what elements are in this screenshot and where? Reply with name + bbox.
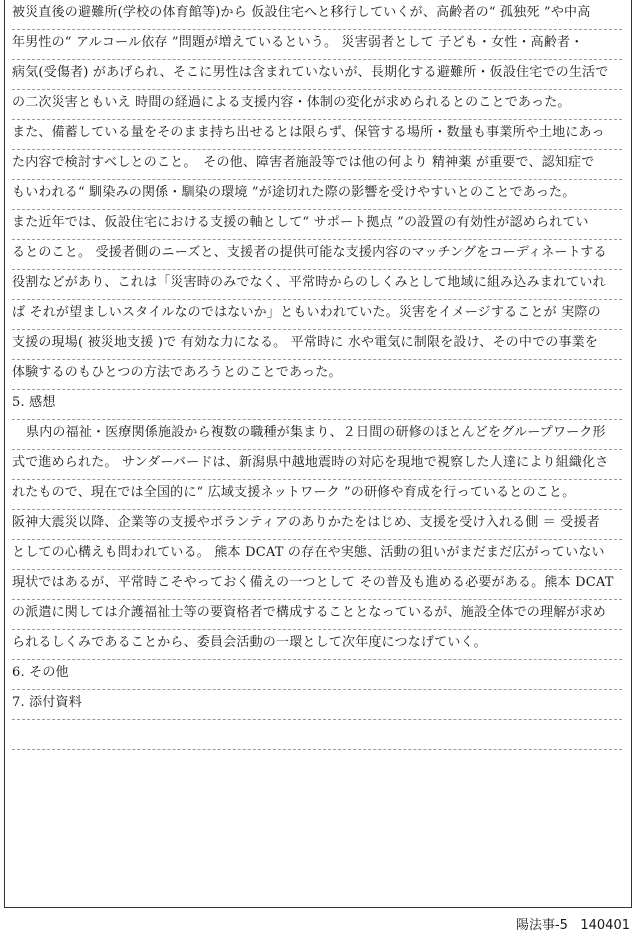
body-line: の二次災害ともいえ 時間の経過による支援内容・体制の変化が求められるとのことであった。	[12, 90, 622, 120]
section-heading-other: 6. その他	[12, 660, 622, 690]
section-heading-impressions: 5. 感想	[12, 390, 622, 420]
body-line: 阪神大震災以降、企業等の支援やボランティアのありかたをはじめ、支援を受け入れる側 ＝ 受援者	[12, 510, 622, 540]
document-id: 陽法事-5	[515, 918, 568, 933]
body-line: 年男性の“ アルコール依存 ”問題が増えているという。 災害弱者として 子ども・女性・高齢者・	[12, 30, 622, 60]
date-code: 140401	[580, 918, 630, 933]
body-line: もいわれる“ 馴染みの関係・馴染の環境 ”が途切れた際の影響を受けやすいとのことであった。	[12, 180, 622, 210]
body-line: 式で進められた。 サンダーバードは、新潟県中越地震時の対応を現地で視察した人達により組織化さ	[12, 450, 622, 480]
body-line: 被災直後の避難所(学校の体育館等)から 仮設住宅へと移行していくが、高齢者の“ 孤独死 ”や中高	[12, 0, 622, 30]
body-line: の派遣に関しては介護福祉士等の要資格者で構成することとなっているが、施設全体での理解が求め	[12, 600, 622, 630]
body-line: 病気(受傷者) があげられ、そこに男性は含まれていないが、長期化する避難所・仮設住宅での生活で	[12, 60, 622, 90]
body-line: られるしくみであることから、委員会活動の一環として次年度につなげていく。	[12, 630, 622, 660]
body-line: 体験するのもひとつの方法であろうとのことであった。	[12, 360, 622, 390]
body-line: れたもので、現在では全国的に“ 広域支援ネットワーク ”の研修や育成を行っているとのこと。	[12, 480, 622, 510]
body-line: 支援の現場( 被災地支援 )で 有効な力になる。 平常時に 水や電気に制限を設け、その中での事業を	[12, 330, 622, 360]
section-heading-attachments: 7. 添付資料	[12, 690, 622, 720]
document-footer	[516, 914, 630, 933]
blank-line	[12, 720, 622, 750]
body-line: また、備蓄している量をそのまま持ち出せるとは限らず、保管する場所・数量も事業所や土地にあっ	[12, 120, 622, 150]
body-line: 県内の福祉・医療関係施設から複数の職種が集まり、２日間の研修のほとんどをグループワーク形	[12, 420, 622, 450]
body-line: るとのこと。 受援者側のニーズと、支援者の提供可能な支援内容のマッチングをコーディネートする	[12, 240, 622, 270]
body-line: ば それが望ましいスタイルなのではないか」ともいわれていた。災害をイメージすることが 実際の	[12, 300, 622, 330]
body-line: た内容で検討すべしとのこと。 その他、障害者施設等では他の何より 精神薬 が重要で、認知症で	[12, 150, 622, 180]
body-line: 現状ではあるが、平常時こそやっておく備えの一つとして その普及も進める必要がある。熊本 DCAT	[12, 570, 622, 600]
body-line: としての心構えも問われている。 熊本 DCAT の存在や実態、活動の狙いがまだまだ広がっていない	[12, 540, 622, 570]
body-line: 役割などがあり、これは「災害時のみでなく、平常時からのしくみとして地域に組み込みまれていれ	[12, 270, 622, 300]
body-line: また近年では、仮設住宅における支援の軸として“ サポート拠点 ”の設置の有効性が認められてい	[12, 210, 622, 240]
